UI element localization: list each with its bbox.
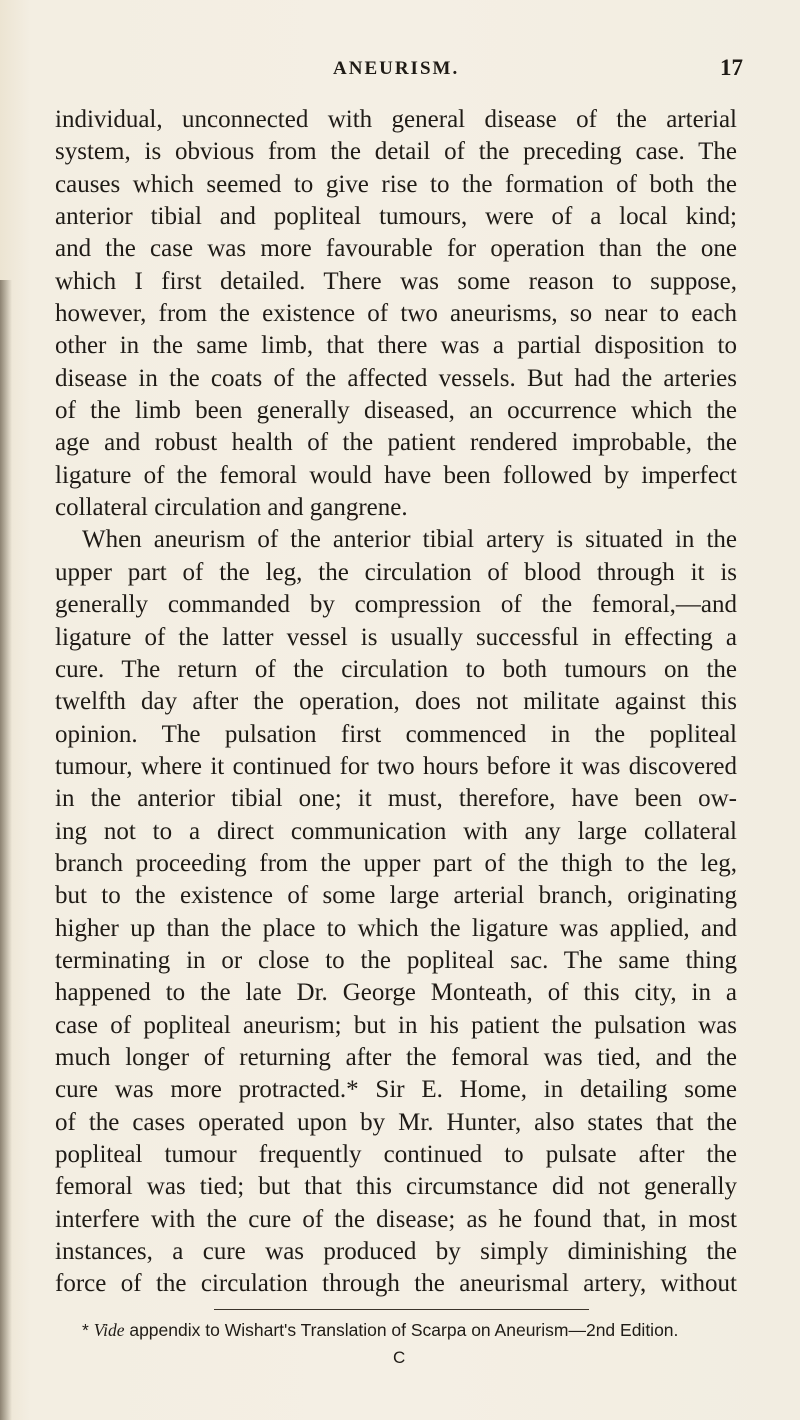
signature-mark: C — [393, 1348, 406, 1367]
text-line: ligature of the femoral would have been followed by imperfect — [55, 461, 737, 489]
text-line: but to the existence of some large arterial branch, originating — [55, 882, 737, 910]
text-line: much longer of returning after the femoral was tied, and the — [55, 1043, 737, 1071]
text-line: When aneurism of the anterior tibial artery is situated in the — [82, 526, 737, 554]
text-line: femoral was tied; but that this circumstance did not generally — [55, 1173, 737, 1201]
text-line: however, from the existence of two aneurisms, so near to each — [55, 300, 737, 328]
text-line: of the cases operated upon by Mr. Hunter, also states that the — [55, 1108, 737, 1136]
text-line: higher up than the place to which the ligature was applied, and — [55, 914, 737, 942]
text-line: other in the same limb, that there was a partial disposition to — [55, 332, 737, 360]
footnote-text: appendix to Wishart's Translation of Scarpa on Aneurism—2nd Edition. — [129, 1320, 679, 1340]
binding-shadow — [0, 280, 12, 1420]
text-line: and the case was more favourable for operation than the one — [55, 235, 737, 263]
text-line: cure. The return of the circulation to both tumours on the — [55, 655, 737, 683]
text-line: cure was more protracted.* Sir E. Home, in detailing some — [55, 1076, 737, 1104]
text-line: branch proceeding from the upper part of the thigh to the leg, — [55, 849, 737, 877]
text-line: upper part of the leg, the circulation of blood through it is — [55, 558, 737, 586]
text-line: force of the circulation through the aneurismal artery, without — [55, 1270, 737, 1298]
text-line: interfere with the cure of the disease; as he found that, in most — [55, 1205, 737, 1233]
text-line: tumour, where it continued for two hours before it was discovered — [55, 752, 737, 780]
text-line: causes which seemed to give rise to the formation of both the — [55, 170, 737, 198]
text-line: collateral circulation and gangrene. — [55, 494, 408, 522]
text-line: twelfth day after the operation, does not militate against this — [55, 688, 737, 716]
text-line: which I first detailed. There was some reason to suppose, — [55, 267, 737, 295]
text-line: popliteal tumour frequently continued to pulsate after the — [55, 1141, 737, 1168]
text-line: opinion. The pulsation first commenced in the popliteal — [55, 720, 737, 748]
running-head — [0, 55, 800, 88]
text-line: case of popliteal aneurism; but in his patient the pulsation was — [55, 1011, 737, 1039]
footnote — [82, 1320, 722, 1341]
footnote-divider — [214, 1309, 589, 1310]
text-line: individual, unconnected with general disease of the arterial — [55, 106, 737, 133]
running-title: ANEURISM. — [333, 58, 460, 79]
text-line: system, is obvious from the detail of the preceding case. The — [55, 138, 737, 166]
text-line: in the anterior tibial one; it must, therefore, have been ow- — [55, 785, 737, 813]
text-line: instances, a cure was produced by simply diminishing the — [55, 1238, 737, 1266]
body-text — [55, 104, 737, 1301]
text-line: terminating in or close to the popliteal sac. The same thing — [55, 946, 737, 974]
text-line: ing not to a direct communication with any large collateral — [55, 817, 737, 845]
text-line: happened to the late Dr. George Monteath, of this city, in a — [55, 979, 737, 1007]
footnote-vide: Vide — [93, 1320, 125, 1340]
footnote-marker: * — [82, 1320, 89, 1340]
page-number: 17 — [720, 55, 743, 80]
text-line: disease in the coats of the affected vessels. But had the arteries — [55, 364, 737, 392]
text-line: age and robust health of the patient rendered improbable, the — [55, 429, 737, 457]
text-line: anterior tibial and popliteal tumours, were of a local kind; — [55, 203, 737, 231]
text-line: generally commanded by compression of the femoral,—and — [55, 591, 737, 619]
text-line: of the limb been generally diseased, an occurrence which the — [55, 397, 737, 425]
text-line: ligature of the latter vessel is usually successful in effecting a — [55, 623, 737, 651]
